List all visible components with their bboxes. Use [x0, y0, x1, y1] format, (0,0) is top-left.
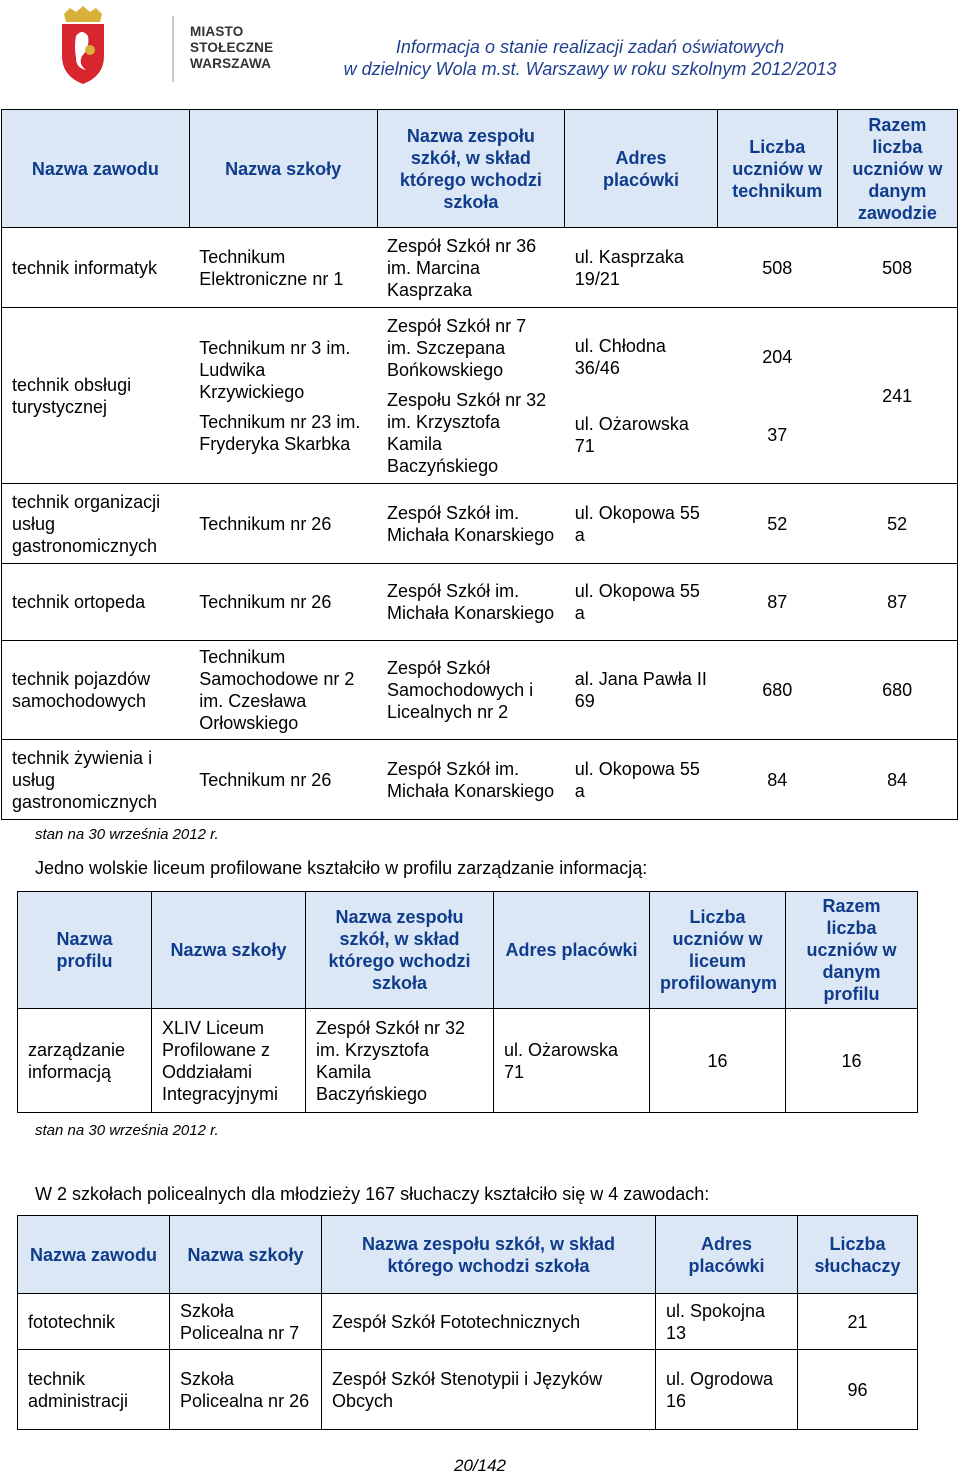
status-date-note: stan na 30 września 2012 r. — [35, 826, 219, 843]
table-header-row — [2, 110, 958, 228]
address-cell: al. Jana Pawła II 69 — [565, 641, 717, 740]
warsaw-logo — [52, 6, 274, 84]
column-header: Nazwa zespołu szkół, w skład którego wchodzi szkoła — [322, 1216, 656, 1294]
profession-cell: technik ortopeda — [2, 564, 190, 641]
table-row — [2, 484, 958, 564]
complex-name: Zespół Szkół nr 7 im. Szczepana Bońkowskiego — [387, 315, 527, 380]
address-cell: ul. Spokojna 13 — [656, 1294, 798, 1350]
column-header: Adres placówki — [565, 110, 717, 228]
total-count-cell: 680 — [837, 641, 957, 740]
table-row — [2, 740, 958, 820]
school-cell: Technikum Samochodowe nr 2 im. Czesława Orłowskiego — [189, 641, 377, 740]
complex-cell: Zespół Szkół nr 36 im. Marcina Kasprzaka — [377, 228, 565, 308]
school-cell: Technikum nr 26 — [189, 484, 377, 564]
table-row — [18, 1009, 918, 1113]
address-cell: ul. Ożarowska 71 — [494, 1009, 650, 1113]
table-row — [2, 228, 958, 308]
column-header: Nazwa szkoły — [189, 110, 377, 228]
student-count-cell: 680 — [717, 641, 837, 740]
table-row — [18, 1350, 918, 1430]
school-cell: Technikum nr 26 — [189, 564, 377, 641]
complex-cell: Zespół Szkół im. Michała Konarskiego — [377, 564, 565, 641]
complex-cell: Zespół Szkół Stenotypii i Języków Obcych — [322, 1350, 656, 1430]
school-cell: Szkoła Policealna nr 26 — [170, 1350, 322, 1430]
lyceum-table — [17, 891, 918, 1113]
complex-cell — [377, 308, 565, 484]
column-header: Liczba uczniów w liceum profilowanym — [650, 892, 786, 1009]
complex-cell: Zespół Szkół im. Michała Konarskiego — [377, 740, 565, 820]
coat-of-arms-icon — [52, 6, 114, 84]
address-cell: ul. Ogrodowa 16 — [656, 1350, 798, 1430]
profession-cell: fototechnik — [18, 1294, 170, 1350]
school-cell: XLIV Liceum Profilowane z Oddziałami Integracyjnymi — [152, 1009, 306, 1113]
profession-cell: technik organizacji usług gastronomicznych — [2, 484, 190, 564]
table-header-row — [18, 892, 918, 1009]
total-count-cell: 508 — [837, 228, 957, 308]
school-cell — [189, 308, 377, 484]
total-count-cell: 16 — [786, 1009, 918, 1113]
address-cell — [565, 308, 717, 484]
complex-cell: Zespół Szkół nr 32 im. Krzysztofa Kamila Baczyńskiego — [306, 1009, 494, 1113]
student-count-cell: 508 — [717, 228, 837, 308]
complex-name: Zespołu Szkół nr 32 im. Krzysztofa Kamila Baczyńskiego — [387, 389, 547, 476]
document-title — [300, 36, 880, 80]
column-header: Nazwa szkoły — [170, 1216, 322, 1294]
postsecondary-table — [17, 1215, 918, 1430]
student-count-cell: 16 — [650, 1009, 786, 1113]
address-cell: ul. Okopowa 55 a — [565, 484, 717, 564]
logo-wordmark — [190, 24, 273, 72]
column-header: Liczba słuchaczy — [798, 1216, 918, 1294]
listener-count-cell: 21 — [798, 1294, 918, 1350]
address-cell: ul. Kasprzaka 19/21 — [565, 228, 717, 308]
profession-cell: technik informatyk — [2, 228, 190, 308]
column-header: Nazwa zespołu szkół, w skład którego wchodzi szkoła — [306, 892, 494, 1009]
total-count-cell: 87 — [837, 564, 957, 641]
table-row — [18, 1294, 918, 1350]
address-cell: ul. Okopowa 55 a — [565, 740, 717, 820]
complex-cell: Zespół Szkół Samochodowych i Licealnych nr 2 — [377, 641, 565, 740]
student-count-cell: 52 — [717, 484, 837, 564]
student-count-cell: 84 — [717, 740, 837, 820]
page-number: 20/142 — [454, 1456, 506, 1475]
student-count-cell — [717, 308, 837, 484]
column-header: Nazwa zawodu — [18, 1216, 170, 1294]
total-count-cell: 84 — [837, 740, 957, 820]
address: ul. Ożarowska 71 — [574, 413, 689, 456]
column-header: Nazwa szkoły — [152, 892, 306, 1009]
total-count-cell: 241 — [837, 308, 957, 484]
profession-cell: technik administracji — [18, 1350, 170, 1430]
column-header: Nazwa zawodu — [2, 110, 190, 228]
profile-cell: zarządzanie informacją — [18, 1009, 152, 1113]
logo-line: MIASTO — [190, 24, 244, 39]
table-row — [2, 308, 958, 484]
school-cell: Szkoła Policealna nr 7 — [170, 1294, 322, 1350]
total-count-cell: 52 — [837, 484, 957, 564]
technical-schools-table — [1, 109, 958, 820]
address-cell: ul. Okopowa 55 a — [565, 564, 717, 641]
table-row — [2, 641, 958, 740]
postsecondary-intro: W 2 szkołach policealnych dla młodzieży 167 słuchaczy kształciło się w 4 zawodach: — [35, 1184, 710, 1204]
column-header: Adres placówki — [494, 892, 650, 1009]
school-cell: Technikum Elektroniczne nr 1 — [189, 228, 377, 308]
table-row — [2, 564, 958, 641]
column-header: Nazwa zespołu szkół, w skład którego wchodzi szkoła — [377, 110, 565, 228]
school-cell: Technikum nr 26 — [189, 740, 377, 820]
profession-cell: technik obsługi turystycznej — [2, 308, 190, 484]
title-line-2: w dzielnicy Wola m.st. Warszawy w roku szkolnym 2012/2013 — [343, 59, 837, 79]
profession-cell: technik żywienia i usług gastronomicznych — [2, 740, 190, 820]
column-header: Adres placówki — [656, 1216, 798, 1294]
complex-cell: Zespół Szkół im. Michała Konarskiego — [377, 484, 565, 564]
column-header: Razem liczba uczniów w danym zawodzie — [837, 110, 957, 228]
count: 37 — [767, 424, 788, 445]
lyceum-intro: Jedno wolskie liceum profilowane kształciło w profilu zarządzanie informacją: — [35, 858, 648, 878]
table-header-row — [18, 1216, 918, 1294]
address: ul. Chłodna 36/46 — [574, 335, 666, 378]
count: 204 — [762, 346, 793, 367]
logo-line: STOŁECZNE — [190, 40, 274, 55]
profession-cell: technik pojazdów samochodowych — [2, 641, 190, 740]
school-name: Technikum nr 3 im. Ludwika Krzywickiego — [199, 337, 351, 402]
listener-count-cell: 96 — [798, 1350, 918, 1430]
logo-divider — [172, 16, 174, 82]
status-date-note: stan na 30 września 2012 r. — [35, 1122, 219, 1139]
column-header: Nazwa profilu — [18, 892, 152, 1009]
column-header: Razem liczba uczniów w danym profilu — [786, 892, 918, 1009]
logo-line: WARSZAWA — [190, 56, 272, 71]
school-name: Technikum nr 23 im. Fryderyka Skarbka — [199, 411, 361, 454]
title-line-1: Informacja o stanie realizacji zadań oświatowych — [395, 37, 785, 57]
complex-cell: Zespół Szkół Fototechnicznych — [322, 1294, 656, 1350]
column-header: Liczba uczniów w technikum — [717, 110, 837, 228]
student-count-cell: 87 — [717, 564, 837, 641]
